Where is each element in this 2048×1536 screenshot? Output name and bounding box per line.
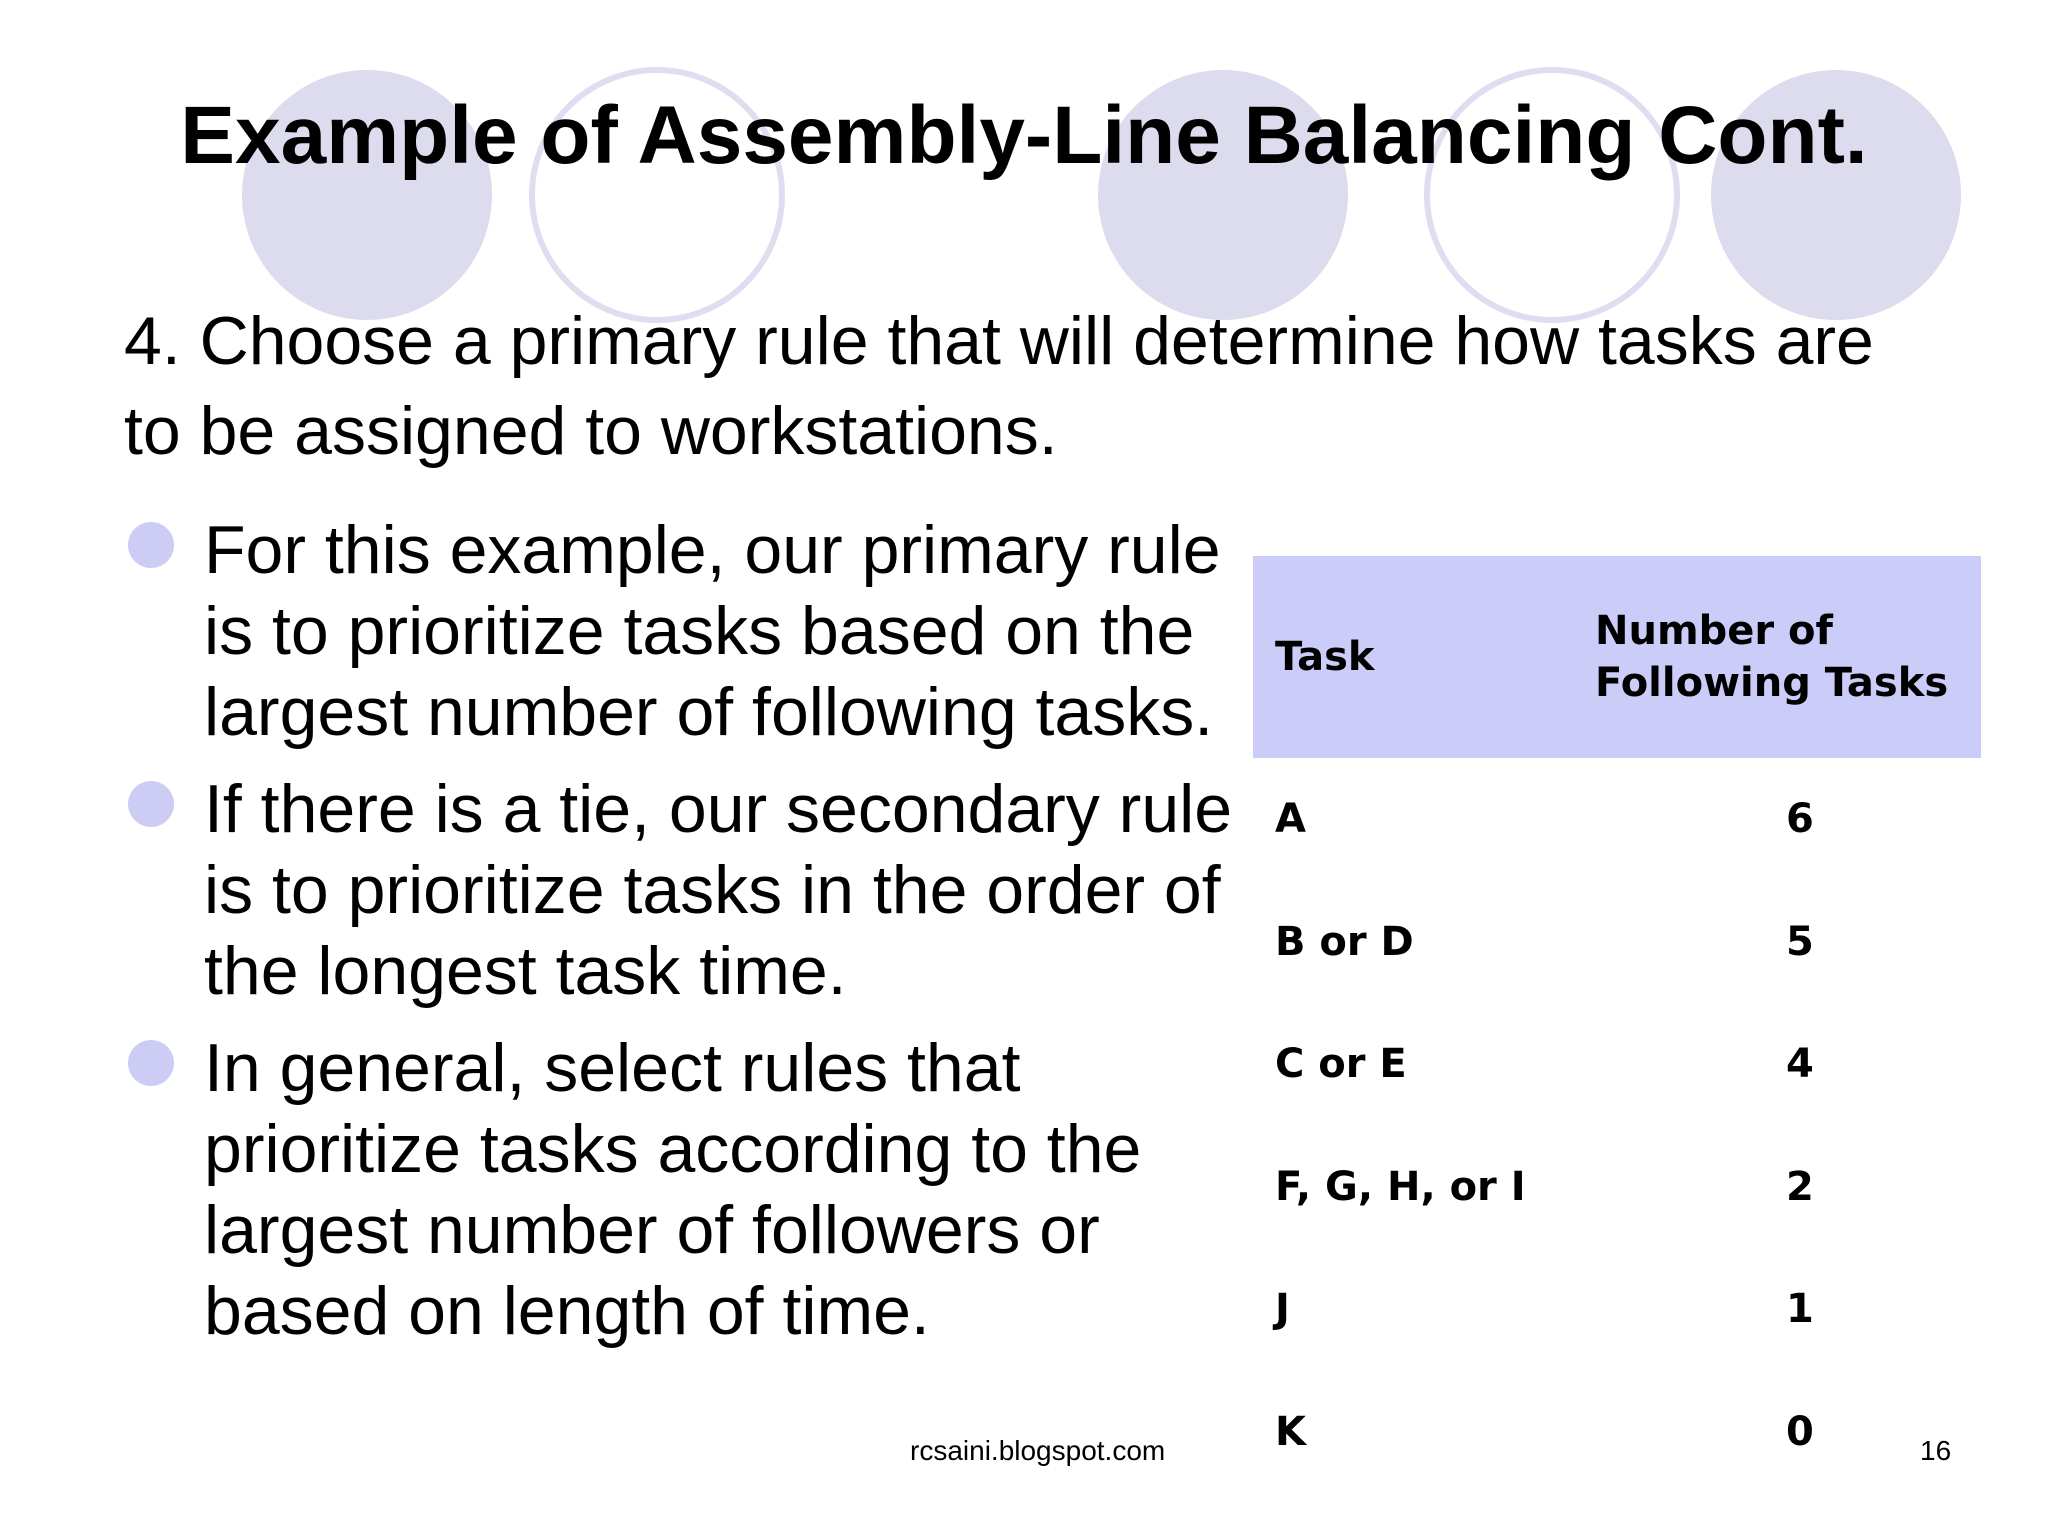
table-header-row (1253, 556, 1981, 758)
bullet-item (128, 1028, 1238, 1352)
following-count-cell: 6 (1786, 796, 1814, 843)
table-row (1253, 1371, 1981, 1494)
page-number: 16 (1920, 1435, 1952, 1466)
intro-step-text: 4. Choose a primary rule that will determine how tasks are to be assigned to workstations. (124, 303, 1874, 469)
following-count-cell: 5 (1786, 918, 1814, 965)
following-tasks-table (1253, 556, 1981, 1493)
bullet-dot-icon (128, 1040, 174, 1086)
header-following-tasks (1575, 556, 1981, 758)
footer-url: rcsaini.blogspot.com (910, 1435, 1166, 1466)
table-row (1253, 758, 1981, 881)
task-cell: C or E (1275, 1041, 1407, 1088)
following-count-cell: 0 (1786, 1408, 1814, 1455)
bullet-dot-icon (128, 781, 174, 827)
bullet-list (128, 510, 1238, 1368)
following-count-cell: 1 (1786, 1286, 1814, 1333)
header-following-line2: Following Tasks (1595, 660, 1949, 706)
table-row (1253, 1126, 1981, 1249)
task-cell: A (1275, 796, 1306, 843)
bullet-item (128, 769, 1238, 1012)
following-count-cell: 4 (1786, 1041, 1814, 1088)
bullet-dot-icon (128, 522, 174, 568)
slide-title: Example of Assembly-Line Balancing Cont. (180, 90, 1868, 181)
task-cell: F, G, H, or I (1275, 1163, 1526, 1210)
bullet-text: In general, select rules that prioritize tasks according to the largest number of followers or based on length of time. (204, 1030, 1142, 1349)
table-row (1253, 1248, 1981, 1371)
task-cell: B or D (1275, 918, 1414, 965)
bullet-item (128, 510, 1238, 753)
following-count-cell: 2 (1786, 1163, 1814, 1210)
task-cell: J (1275, 1286, 1290, 1333)
table-row (1253, 1003, 1981, 1126)
task-cell: K (1275, 1408, 1306, 1455)
header-task: Task (1275, 634, 1375, 680)
bullet-text: For this example, our primary rule is to prioritize tasks based on the largest number of following tasks. (204, 512, 1221, 750)
table-row (1253, 881, 1981, 1004)
bullet-text: If there is a tie, our secondary rule is to prioritize tasks in the order of the longest task time. (204, 771, 1233, 1009)
header-following-line1: Number of (1595, 608, 1833, 654)
